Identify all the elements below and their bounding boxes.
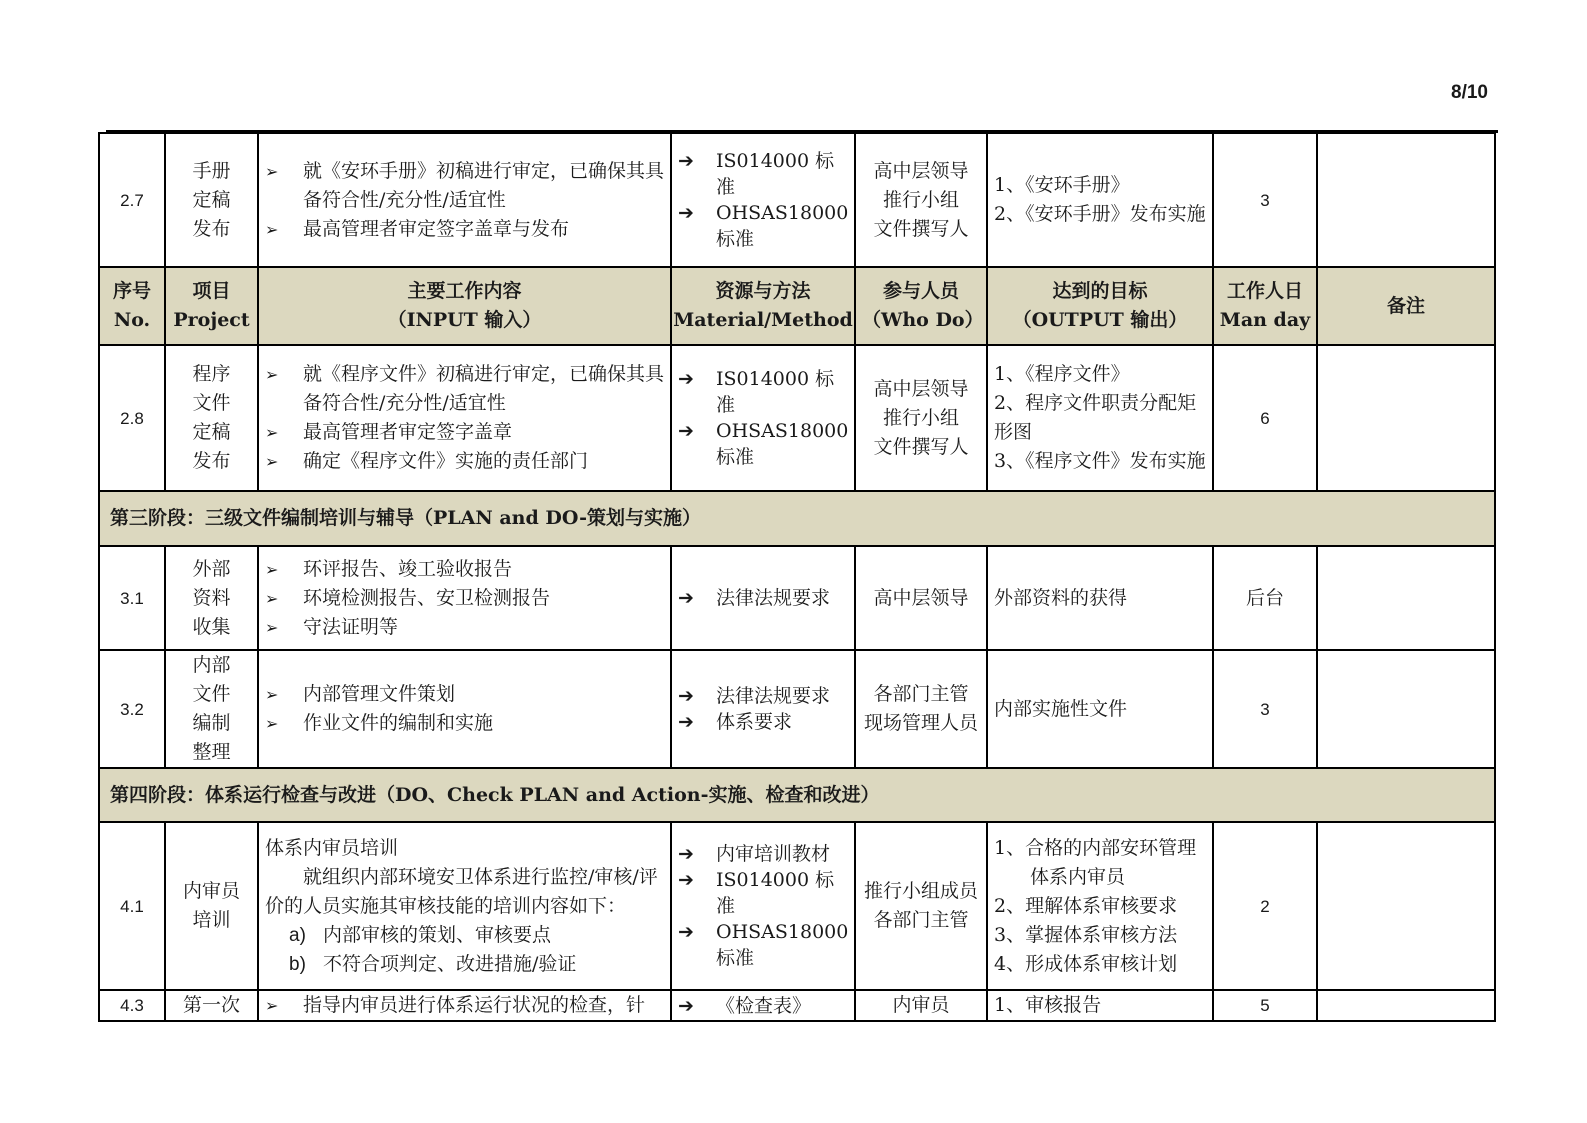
target-cell: 1、合格的内部安环管理体系内审员 2、理解体系审核要求 3、掌握体系审核方法 4、形成体系审核计划 xyxy=(987,822,1213,990)
bullet-arrow-icon: ➢ xyxy=(265,219,279,239)
target-cell: 内部实施性文件 xyxy=(987,650,1213,768)
bullet-arrow-icon: ➢ xyxy=(265,423,279,442)
content-cell xyxy=(258,990,671,1021)
remark-cell xyxy=(1317,822,1495,990)
right-arrow-icon: ➔ xyxy=(678,420,694,442)
resource-cell xyxy=(671,345,855,491)
list-item: ➔ 体系要求 xyxy=(678,711,793,733)
remark-cell xyxy=(1317,345,1495,491)
content-cell xyxy=(258,822,671,990)
table-row xyxy=(99,822,1495,990)
bullet-arrow-icon: ➢ xyxy=(265,714,279,733)
list-item: ➢ 环境检测报告、安卫检测报告 xyxy=(265,584,664,613)
people-cell: 高中层领导 推行小组 文件撰写人 xyxy=(855,345,987,491)
list-item: ➢ 作业文件的编制和实施 xyxy=(265,709,664,738)
stage-title: 第四阶段：体系运行检查与改进（DO、Check PLAN and Action-实施、检查和改进） xyxy=(99,768,1495,822)
bullet-arrow-icon: ➢ xyxy=(265,617,279,637)
project-cell: 程序 文件 定稿 发布 xyxy=(165,345,258,491)
row-number: 4.3 xyxy=(99,990,165,1021)
list-item: ➢ 最高管理者审定签字盖章与发布 xyxy=(265,215,664,244)
people-cell: 高中层领导 推行小组 文件撰写人 xyxy=(855,133,987,267)
list-item: ➔ OHSAS18000 标准 xyxy=(678,202,849,250)
project-cell: 内审员 培训 xyxy=(165,822,258,990)
list-item: ➢ 确定《程序文件》实施的责任部门 xyxy=(265,447,664,476)
project-cell: 手册 定稿 发布 xyxy=(165,133,258,267)
bullet-arrow-icon: ➢ xyxy=(265,452,279,471)
row-number: 2.7 xyxy=(99,133,165,267)
bullet-arrow-icon: ➢ xyxy=(265,161,279,181)
project-cell: 内部 文件 编制 整理 xyxy=(165,650,258,768)
page-number: 8/10 xyxy=(1451,82,1488,103)
stage-row xyxy=(99,768,1495,822)
resource-cell xyxy=(671,650,855,768)
project-cell: 外部 资料 收集 xyxy=(165,546,258,650)
stage-title: 第三阶段：三级文件编制培训与辅导（PLAN and DO-策划与实施） xyxy=(99,491,1495,546)
list-item: ➢ 环评报告、竣工验收报告 xyxy=(265,555,664,584)
list-item: ➔ IS014000 标准 xyxy=(678,150,835,198)
header-project: 项目 Project xyxy=(165,267,258,345)
content-paragraph: 就组织内部环境安卫体系进行监控/审核/评价的人员实施其审核技能的培训内容如下： xyxy=(265,865,658,917)
manday-cell: 3 xyxy=(1213,133,1317,267)
resource-cell xyxy=(671,822,855,990)
table-row xyxy=(99,133,1495,267)
header-manday: 工作人日 Man day xyxy=(1213,267,1317,345)
people-cell: 内审员 xyxy=(855,990,987,1021)
right-arrow-icon: ➔ xyxy=(678,869,694,891)
target-cell: 外部资料的获得 xyxy=(987,546,1213,650)
row-number: 2.8 xyxy=(99,345,165,491)
list-item: ➔ IS014000 标准 xyxy=(678,368,835,416)
target-cell: 1、《程序文件》 2、程序文件职责分配矩形图 3、《程序文件》发布实施 xyxy=(987,345,1213,491)
table-row xyxy=(99,650,1495,768)
row-number: 3.1 xyxy=(99,546,165,650)
remark-cell xyxy=(1317,650,1495,768)
work-plan-table xyxy=(98,132,1496,1022)
bullet-arrow-icon: ➢ xyxy=(265,365,279,384)
bullet-arrow-icon: ➢ xyxy=(265,685,279,704)
remark-cell xyxy=(1317,990,1495,1021)
manday-cell: 2 xyxy=(1213,822,1317,990)
table-header-row xyxy=(99,267,1495,345)
manday-cell: 6 xyxy=(1213,345,1317,491)
right-arrow-icon: ➔ xyxy=(678,843,694,865)
list-item: ➢ 内部管理文件策划 xyxy=(265,680,664,709)
people-cell: 推行小组成员 各部门主管 xyxy=(855,822,987,990)
row-number: 4.1 xyxy=(99,822,165,990)
target-cell: 1、审核报告 xyxy=(987,990,1213,1021)
resource-cell xyxy=(671,133,855,267)
list-item: ➔ 《检查表》 xyxy=(678,994,812,1017)
right-arrow-icon: ➔ xyxy=(678,368,694,390)
stage-row xyxy=(99,491,1495,546)
bullet-arrow-icon: ➢ xyxy=(265,559,279,579)
bullet-arrow-icon: ➢ xyxy=(265,996,279,1015)
remark-cell xyxy=(1317,546,1495,650)
list-item: ➢ 守法证明等 xyxy=(265,613,664,642)
right-arrow-icon: ➔ xyxy=(678,685,694,707)
header-no: 序号 No. xyxy=(99,267,165,345)
content-cell xyxy=(258,345,671,491)
list-item: ➢ 就《安环手册》初稿进行审定，已确保其具备符合性/充分性/适宜性 xyxy=(265,157,664,215)
list-item: ➢ 指导内审员进行体系运行状况的检查，针 xyxy=(265,991,664,1020)
list-item: a) 内部审核的策划、审核要点 xyxy=(289,923,552,946)
manday-cell: 后台 xyxy=(1213,546,1317,650)
list-item: ➔ 法律法规要求 xyxy=(678,685,831,707)
bullet-arrow-icon: ➢ xyxy=(265,588,279,608)
list-item: ➔ 内审培训教材 xyxy=(678,843,831,865)
right-arrow-icon: ➔ xyxy=(678,994,694,1017)
header-content: 主要工作内容 （INPUT 输入） xyxy=(258,267,671,345)
table-row xyxy=(99,990,1495,1021)
right-arrow-icon: ➔ xyxy=(678,711,694,733)
header-resource: 资源与方法 Material/Method xyxy=(671,267,855,345)
list-item: ➢ 最高管理者审定签字盖章 xyxy=(265,418,664,447)
header-remark: 备注 xyxy=(1317,267,1495,345)
header-people: 参与人员 （Who Do） xyxy=(855,267,987,345)
remark-cell xyxy=(1317,133,1495,267)
content-cell xyxy=(258,133,671,267)
content-title: 体系内审员培训 xyxy=(265,836,399,859)
list-item: ➔ OHSAS18000 标准 xyxy=(678,420,849,468)
people-cell: 各部门主管 现场管理人员 xyxy=(855,650,987,768)
table-row xyxy=(99,546,1495,650)
list-item: ➔ OHSAS18000 标准 xyxy=(678,921,849,969)
manday-cell: 5 xyxy=(1213,990,1317,1021)
people-cell: 高中层领导 xyxy=(855,546,987,650)
right-arrow-icon: ➔ xyxy=(678,921,694,943)
list-item: ➢ 就《程序文件》初稿进行审定，已确保其具备符合性/充分性/适宜性 xyxy=(265,360,664,418)
project-cell: 第一次 xyxy=(165,990,258,1021)
content-cell xyxy=(258,546,671,650)
manday-cell: 3 xyxy=(1213,650,1317,768)
list-item: b) 不符合项判定、改进措施/验证 xyxy=(289,952,577,975)
resource-cell xyxy=(671,546,855,650)
list-item: ➔ 法律法规要求 xyxy=(678,587,831,609)
target-cell: 1、《安环手册》 2、《安环手册》发布实施 xyxy=(987,133,1213,267)
right-arrow-icon: ➔ xyxy=(678,587,694,609)
table-row xyxy=(99,345,1495,491)
row-number: 3.2 xyxy=(99,650,165,768)
right-arrow-icon: ➔ xyxy=(678,202,694,224)
right-arrow-icon: ➔ xyxy=(678,150,694,172)
resource-cell xyxy=(671,990,855,1021)
header-target: 达到的目标 （OUTPUT 输出） xyxy=(987,267,1213,345)
list-item: ➔ IS014000 标准 xyxy=(678,869,835,917)
content-cell xyxy=(258,650,671,768)
